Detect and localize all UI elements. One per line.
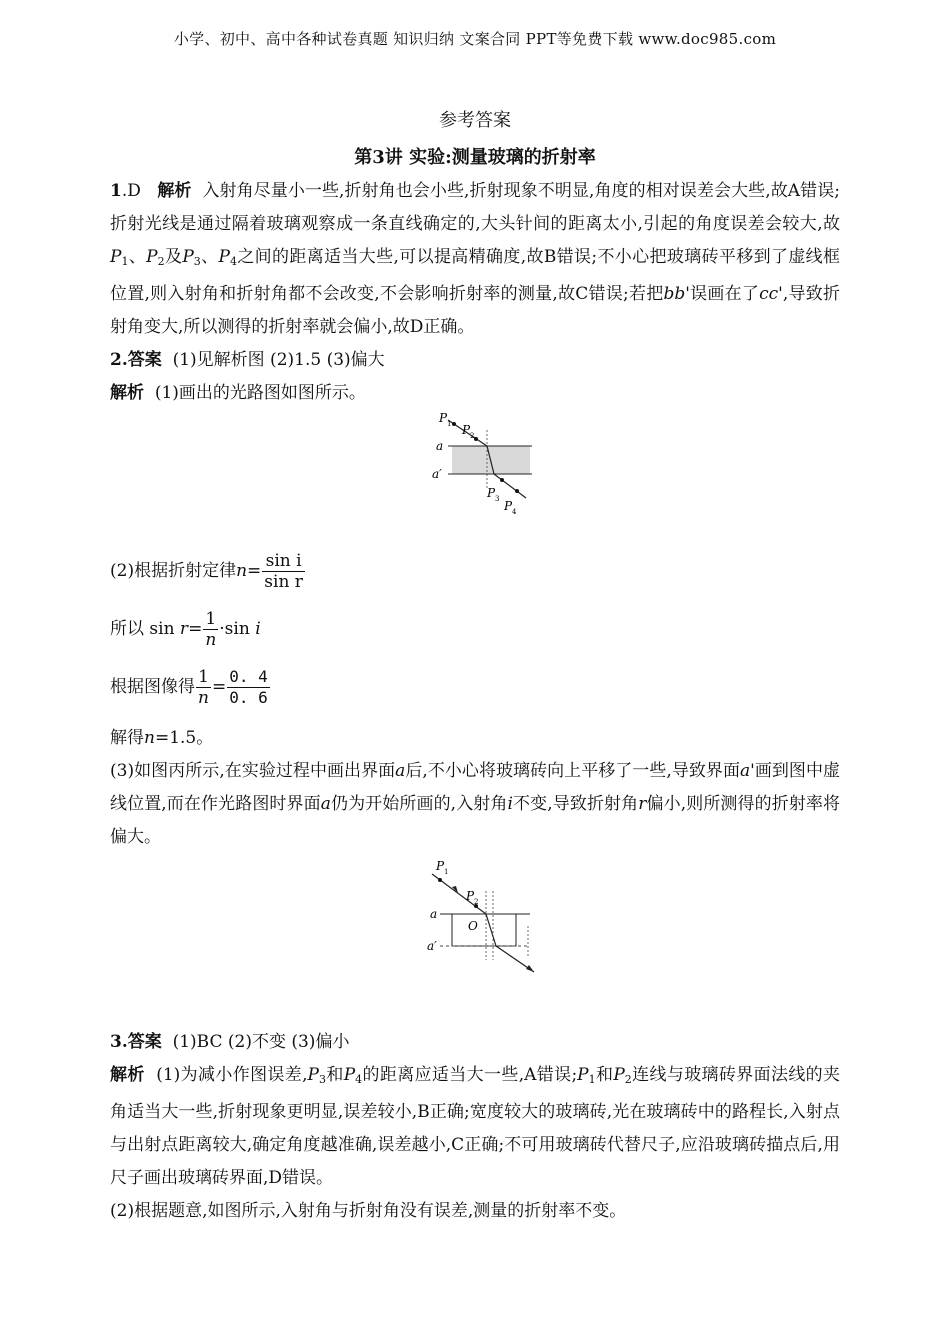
q2-number: 2 [110, 350, 122, 370]
q2-result-line [110, 722, 840, 755]
equals: = [188, 619, 203, 639]
sym-p: P [307, 1065, 319, 1085]
q2-text: 不变,导致折射角 [512, 794, 639, 814]
sym-p: P [182, 247, 194, 267]
equals: = [211, 677, 227, 697]
label-p1-sub: 1 [447, 420, 452, 428]
q2-text: =1.5。 [154, 728, 214, 748]
q2-answer-line [110, 344, 840, 377]
sym-r: r [638, 794, 647, 814]
denominator: sin r [264, 571, 303, 592]
q2-text: 解得 [110, 728, 144, 748]
q2-analysis-label: 解析 [110, 383, 144, 403]
pin-p1 [452, 422, 456, 426]
page-title: 参考答案 [439, 110, 511, 131]
q3-number: 3 [110, 1032, 122, 1052]
q1-text: 及 [164, 247, 183, 267]
sym-n: n [144, 728, 155, 748]
label-p1: P [439, 412, 448, 425]
sym-p: P [343, 1065, 356, 1085]
sym-bb: bb' [663, 284, 690, 304]
sym-p: P [577, 1065, 589, 1085]
q2-text: 仍为开始所画的,入射角 [330, 794, 508, 814]
sym-a: a [395, 761, 406, 781]
q2-text: 偏小,则所测得的折射率将偏大。 [110, 794, 841, 847]
label-p1-sub: 1 [444, 868, 449, 876]
pin-p1 [438, 878, 442, 882]
sin-r-line [110, 600, 840, 658]
label-p3-sub: 3 [495, 495, 500, 503]
label-a-prime: a′ [432, 467, 442, 481]
sub: 4 [355, 1073, 363, 1086]
q3-label: .答案 [121, 1032, 162, 1052]
label-a: a [436, 439, 444, 453]
q2-text: (2)根据折射定律 [110, 561, 237, 581]
sym-a-prime: a' [740, 761, 755, 781]
q2-label: .答案 [121, 350, 162, 370]
q2-text: ·sin [219, 619, 250, 639]
sub: 2 [624, 1073, 632, 1086]
denominator: n [205, 629, 217, 650]
graph-ratio-line [110, 658, 840, 716]
label-p1: P [436, 859, 445, 873]
fraction-sin-i-over-sin-r [262, 551, 305, 592]
sym-p: P [613, 1065, 625, 1085]
equals: = [247, 561, 262, 581]
q2-text: (1)画出的光路图如图所示。 [154, 383, 366, 403]
numerator: 0. 4 [229, 666, 268, 686]
sym-n: n [236, 561, 248, 581]
q1-text: 之间的距离适当大些,可以提高精确度,故B错误;不小心把玻璃砖平移到了虚线框位置,则入射角和折射角都不会改变,不会影响折射率的测量,故C错误;若把 [110, 247, 841, 304]
q1-paragraph [110, 175, 840, 344]
sub: 1 [121, 255, 129, 268]
label-p2-sub: 2 [474, 898, 479, 906]
glass-block [452, 914, 516, 946]
figure-light-path-1 [110, 410, 840, 542]
sym-i: i [507, 794, 513, 814]
pin-p2 [474, 437, 478, 441]
label-a: a [430, 907, 438, 921]
q2-text: 所以 sin [110, 619, 175, 639]
label-p4: P [504, 499, 513, 513]
label-p2-sub: 2 [470, 432, 475, 440]
sub: 2 [157, 255, 165, 268]
q3-analysis-paragraph [110, 1059, 840, 1195]
sym-a: a [320, 794, 331, 814]
sym-p: P [218, 247, 230, 267]
fraction-one-over-n [203, 609, 218, 650]
q2-text: 根据图像得 [110, 677, 195, 697]
q2-text: (3)如图丙所示,在实验过程中画出界面 [110, 761, 396, 781]
sub: 3 [193, 255, 201, 268]
sub: 3 [319, 1073, 326, 1086]
sym-p: P [110, 247, 122, 267]
denominator: n [198, 687, 209, 708]
q3-answers: (1)BC (2)不变 (3)偏小 [172, 1032, 350, 1052]
q1-number: 1 [110, 181, 122, 201]
q1-text: ,导致折射角变大,所以测得的折射率就会偏小,故D正确。 [110, 284, 840, 337]
label-o: O [468, 919, 478, 933]
label-p3: P [487, 486, 496, 500]
q2-answers: (1)见解析图 (2)1.5 (3)偏大 [172, 350, 385, 370]
q1-text: 入射角尽量小一些,折射角也会小些,折射现象不明显,角度的相对误差会大些,故A错误;折射光线是通过隔着玻璃观察成一条直线确定的,大头针间的距离太小,引起的角度误差会较大,故 [110, 181, 841, 234]
pin-p4 [515, 489, 519, 493]
arrow-head [526, 965, 534, 972]
numerator: 1 [205, 608, 217, 629]
label-p2: P [466, 889, 475, 903]
light-path-diagram-1 [410, 412, 540, 540]
q3-text: 连线与玻璃砖界面法线的夹角适当大一些,折射现象更明显,误差较小,B正确;宽度较大的玻璃砖,光在玻璃砖中的路程长,入射点与出射点距离较大,确定角度越准确,误差越小,C正确;不可用玻璃砖代替尺子,应沿玻璃砖描点后,用尺子画出玻璃砖界面,D错误。 [110, 1065, 841, 1188]
q1-label: 解析 [157, 181, 192, 201]
label-p4-sub: 4 [512, 508, 517, 516]
sep: 、 [200, 247, 219, 267]
sym-cc: cc' [759, 284, 783, 304]
fraction-one-over-n [196, 667, 211, 708]
sep: 、 [128, 247, 147, 267]
q3-text: 和 [595, 1065, 614, 1085]
q3-text: (1)为减小作图误差, [156, 1065, 308, 1085]
numerator: 1 [198, 666, 209, 687]
figure-light-path-2 [110, 854, 840, 1026]
q2-part3-paragraph [110, 755, 840, 854]
sub: 1 [588, 1073, 596, 1086]
page-subtitle: 第3讲 实验:测量玻璃的折射率 [354, 147, 596, 168]
q2-text: 画到图中虚线位置,而在作光路图时界面 [110, 761, 841, 814]
numerator: sin i [265, 550, 302, 571]
q1-text: 误画在了 [689, 284, 760, 304]
label-a-prime: a′ [427, 939, 437, 953]
fraction-04-over-06 [227, 667, 270, 708]
answers-content [110, 175, 840, 1228]
q3-part2-line: (2)根据题意,如图所示,入射角与折射角没有误差,测量的折射率不变。 [110, 1201, 627, 1221]
q3-text: 和 [326, 1065, 344, 1085]
sub: 4 [229, 255, 237, 268]
denominator: 0. 6 [229, 687, 268, 707]
sym-i: i [255, 619, 261, 639]
label-p2: P [462, 423, 471, 437]
refraction-law-line [110, 542, 840, 600]
q2-text: 后,不小心将玻璃砖向上平移了一些,导致界面 [405, 761, 740, 781]
q1-answer: .D [121, 181, 141, 201]
pin-p3 [500, 478, 504, 482]
page-header: 小学、初中、高中各种试卷真题 知识归纳 文案合同 PPT等免费下载 www.doc985.com [173, 30, 777, 48]
q3-analysis-label: 解析 [110, 1065, 145, 1085]
q2-analysis-line [110, 377, 840, 410]
refracted-ray [486, 914, 496, 946]
light-path-diagram-2 [410, 856, 550, 991]
sym-p: P [146, 247, 158, 267]
q3-answer-line [110, 1026, 840, 1059]
q3-text: 的距离应适当大一些,A错误; [362, 1065, 578, 1085]
sym-r: r [179, 619, 189, 639]
